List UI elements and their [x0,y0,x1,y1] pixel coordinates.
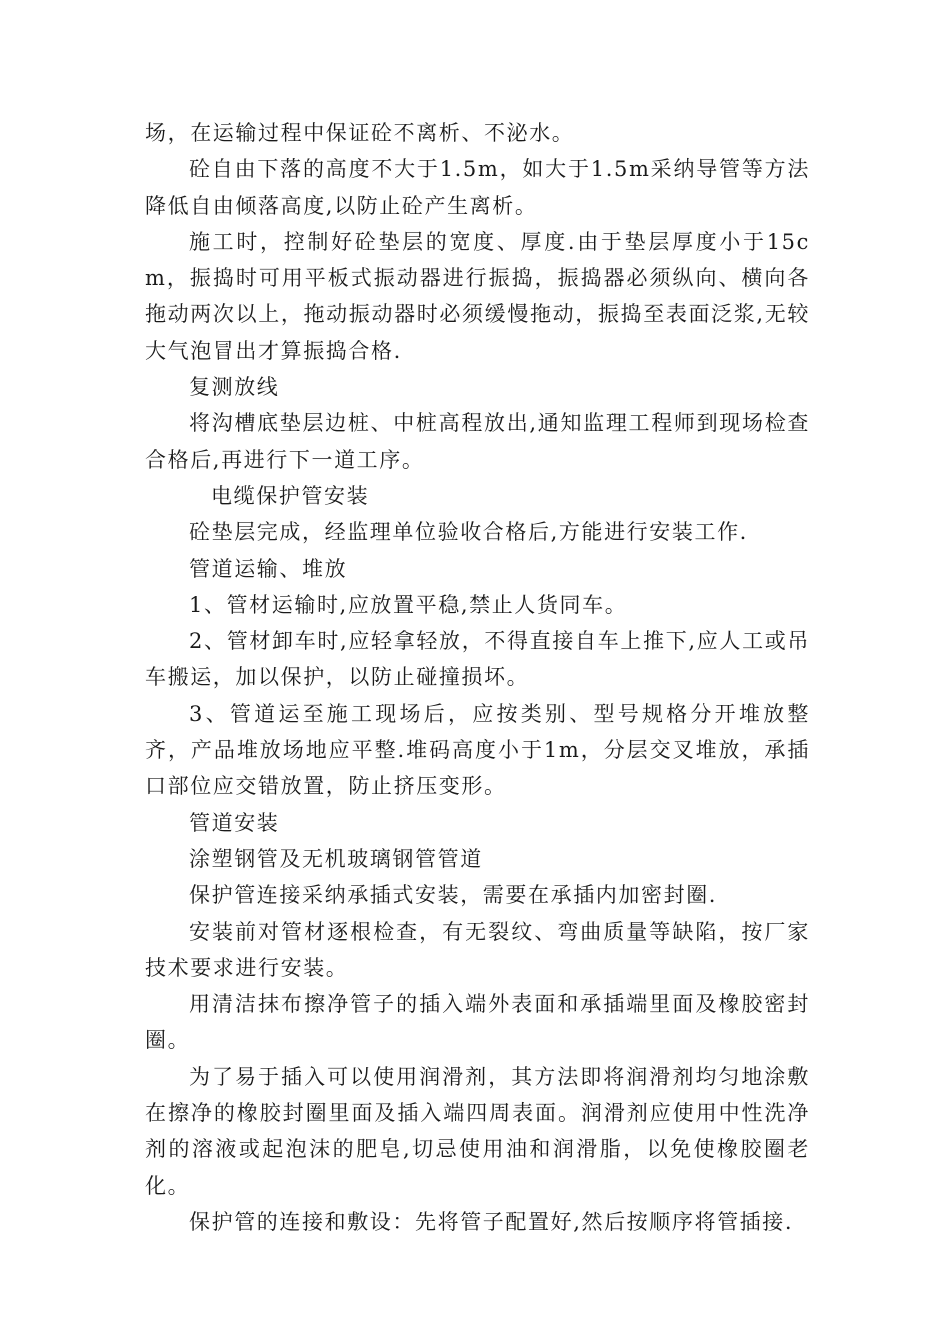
paragraph: 施工时，控制好砼垫层的宽度、厚度.由于垫层厚度小于15cm，振捣时可用平板式振动器进行振捣，振捣器必须纵向、横向各拖动两次以上，拖动振动器时必须缓慢拖动，振捣至表面泛浆,无较大气泡冒出才算振捣合格. [145,229,810,363]
section-heading: 涂塑钢管及无机玻璃钢管管道 [189,846,483,871]
section-heading: 管道安装 [189,810,280,835]
paragraph: 将沟槽底垫层边桩、中桩高程放出,通知监理工程师到现场检查合格后,再进行下一道工序。 [145,411,810,472]
list-item: 3、管道运至施工现场后，应按类别、型号规格分开堆放整齐，产品堆放场地应平整.堆码高度小于1m，分层交叉堆放，承插口部位应交错放置，防止挤压变形。 [145,701,810,799]
paragraph: 砼自由下落的高度不大于1.5m，如大于1.5m采纳导管等方法降低自由倾落高度,以防止砼产生离析。 [145,157,810,218]
paragraph: 保护管连接采纳承插式安装，需要在承插内加密封圈. [189,883,718,908]
paragraph: 安装前对管材逐根检查，有无裂纹、弯曲质量等缺陷，按厂家技术要求进行安装。 [145,919,810,980]
paragraph: 用清洁抹布擦净管子的插入端外表面和承插端里面及橡胶密封圈。 [145,992,810,1053]
section-heading: 管道运输、堆放 [189,556,348,581]
list-item: 2、管材卸车时,应轻拿轻放，不得直接自车上推下,应人工或吊车搬运，加以保护，以防止碰撞损坏。 [145,629,810,690]
document-body [145,115,810,1240]
section-heading: 复测放线 [189,375,280,400]
section-heading: 电缆保护管安装 [211,483,370,508]
paragraph: 砼垫层完成，经监理单位验收合格后,方能进行安装工作. [189,520,748,545]
paragraph: 保护管的连接和敷设：先将管子配置好,然后按顺序将管插接. [189,1209,794,1234]
paragraph: 为了易于插入可以使用润滑剂，其方法即将润滑剂均匀地涂敷在擦净的橡胶封圈里面及插入端四周表面。润滑剂应使用中性洗净剂的溶液或起泡沫的肥皂,切忌使用油和润滑脂，以免使橡胶圈老化。 [145,1064,810,1198]
list-item: 1、管材运输时,应放置平稳,禁止人货同车。 [189,592,628,617]
paragraph: 场，在运输过程中保证砼不离析、不泌水。 [145,121,575,145]
